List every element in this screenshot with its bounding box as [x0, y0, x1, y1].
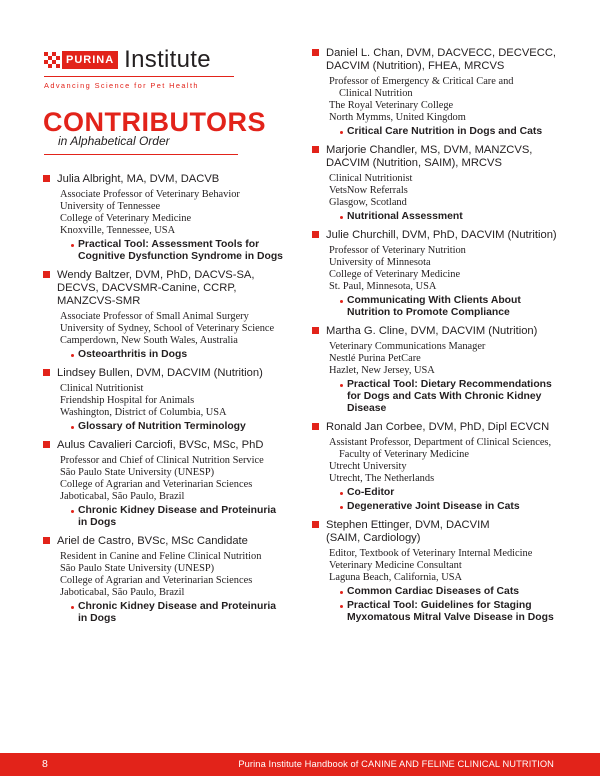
contributor-name — [43, 535, 305, 548]
affiliation-line: Clinical Nutritionist — [60, 383, 144, 394]
affiliation-line: Jaboticabal, São Paulo, Brazil — [60, 491, 185, 502]
chapter-title — [340, 586, 562, 598]
affiliation-line: Camperdown, New South Wales, Australia — [60, 335, 238, 346]
bullet-dot-icon — [340, 131, 343, 134]
chapter-title-line: Nutritional Assessment — [347, 211, 463, 222]
contributor-entry — [43, 173, 305, 263]
affiliation-line: College of Agrarian and Veterinarian Sciences — [60, 575, 253, 586]
contributor-entry — [43, 367, 305, 433]
bullet-dot-icon — [340, 506, 343, 509]
affiliation-line: Veterinary Communications Manager — [329, 341, 486, 352]
affiliation-line: Assistant Professor, Department of Clinical Sciences, — [329, 437, 552, 448]
affiliation-line: College of Veterinary Medicine — [329, 269, 461, 280]
chapter-title-line: for Dogs and Cats With Chronic Kidney — [347, 391, 542, 402]
chapter-title — [340, 600, 562, 624]
bullet-dot-icon — [340, 216, 343, 219]
bullet-square-icon — [312, 423, 319, 430]
contributor-affiliation — [329, 341, 562, 377]
affiliation-line: Hazlet, New Jersey, USA — [329, 365, 435, 376]
contributor-name — [312, 47, 562, 73]
affiliation-line: Friendship Hospital for Animals — [60, 395, 195, 406]
chapter-title — [340, 501, 562, 513]
bullet-square-icon — [312, 231, 319, 238]
chapter-title-line: in Dogs — [78, 517, 117, 528]
contributor-name-line: Daniel L. Chan, DVM, DACVECC, DECVECC, — [326, 47, 557, 59]
contributor-name-line: Stephen Ettinger, DVM, DACVIM — [326, 519, 490, 531]
chapter-title — [340, 295, 562, 319]
contributor-entry — [312, 47, 562, 138]
contributor-name-line: Aulus Cavalieri Carciofi, BVSc, MSc, PhD — [57, 439, 264, 451]
affiliation-line: Jaboticabal, São Paulo, Brazil — [60, 587, 185, 598]
affiliation-line: College of Veterinary Medicine — [60, 213, 192, 224]
purina-institute-logo — [44, 46, 236, 90]
bullet-square-icon — [43, 271, 50, 278]
footer-title: Purina Institute Handbook of CANINE AND FELINE CLINICAL NUTRITION — [238, 759, 554, 769]
contributor-affiliation — [60, 455, 305, 503]
contributor-entry — [312, 421, 562, 513]
chapter-title — [340, 211, 562, 223]
bullet-dot-icon — [340, 605, 343, 608]
chapter-title-line: Disease — [347, 403, 387, 414]
affiliation-line: Knoxville, Tennessee, USA — [60, 225, 176, 236]
chapter-title-line: Co-Editor — [347, 487, 395, 498]
affiliation-line: Washington, District of Columbia, USA — [60, 407, 227, 418]
bullet-square-icon — [312, 521, 319, 528]
contributor-name — [43, 173, 305, 186]
affiliation-line: Associate Professor of Veterinary Behavior — [60, 189, 240, 200]
affiliation-line: VetsNow Referrals — [329, 185, 408, 196]
chapter-title-line: Practical Tool: Dietary Recommendations — [347, 379, 552, 390]
affiliation-line: The Royal Veterinary College — [329, 100, 454, 111]
chapter-title-line: Degenerative Joint Disease in Cats — [347, 501, 520, 512]
bullet-square-icon — [312, 49, 319, 56]
logo-divider — [44, 76, 234, 77]
chapter-title-line: Chronic Kidney Disease and Proteinuria — [78, 601, 277, 612]
contributor-name-line: Lindsey Bullen, DVM, DACVIM (Nutrition) — [57, 367, 263, 379]
chapter-title-line: Practical Tool: Guidelines for Staging — [347, 600, 532, 611]
bullet-dot-icon — [340, 492, 343, 495]
contributors-right-column — [312, 47, 562, 630]
bullet-square-icon — [43, 537, 50, 544]
bullet-dot-icon — [340, 300, 343, 303]
bullet-dot-icon — [71, 244, 74, 247]
affiliation-line: Professor of Veterinary Nutrition — [329, 245, 466, 256]
contributor-entry — [312, 144, 562, 223]
chapter-title — [71, 421, 305, 433]
affiliation-line: Professor of Emergency & Critical Care and — [329, 76, 514, 87]
contributor-name — [312, 229, 562, 242]
bullet-dot-icon — [71, 606, 74, 609]
logo-institute: Institute — [124, 46, 211, 73]
contributor-affiliation — [60, 189, 305, 237]
contributor-name-line: Ariel de Castro, BVSc, MSc Candidate — [57, 535, 248, 547]
affiliation-line: Clinical Nutrition — [339, 88, 413, 99]
bullet-dot-icon — [340, 591, 343, 594]
contributor-name — [312, 325, 562, 338]
contributor-affiliation — [329, 437, 562, 485]
chapter-title-line: Practical Tool: Assessment Tools for — [78, 239, 260, 250]
contributor-affiliation — [60, 551, 305, 599]
page-title: CONTRIBUTORS — [43, 107, 267, 137]
chapter-title — [71, 601, 305, 625]
chapter-title-line: Glossary of Nutrition Terminology — [78, 421, 246, 432]
affiliation-line: Utrecht University — [329, 461, 407, 472]
bullet-square-icon — [312, 327, 319, 334]
chapter-title-line: Chronic Kidney Disease and Proteinuria — [78, 505, 277, 516]
contributor-affiliation — [329, 76, 562, 124]
chapter-title-line: Common Cardiac Diseases of Cats — [347, 586, 520, 597]
contributor-affiliation — [329, 548, 562, 584]
affiliation-line: College of Agrarian and Veterinarian Sciences — [60, 479, 253, 490]
contributor-entry — [312, 325, 562, 415]
contributor-name — [312, 519, 562, 545]
affiliation-line: Professor and Chief of Clinical Nutrition Service — [60, 455, 264, 466]
chapter-title — [71, 505, 305, 529]
affiliation-line: Editor, Textbook of Veterinary Internal Medicine — [329, 548, 533, 559]
bullet-dot-icon — [71, 426, 74, 429]
affiliation-line: Utrecht, The Netherlands — [329, 473, 435, 484]
affiliation-line: Faculty of Veterinary Medicine — [339, 449, 469, 460]
chapter-title — [71, 239, 305, 263]
contributor-name-line: MANZCVS-SMR — [57, 295, 141, 307]
affiliation-line: Laguna Beach, California, USA — [329, 572, 463, 583]
chapter-title-line: in Dogs — [78, 613, 117, 624]
contributor-name-line: Martha G. Cline, DVM, DACVIM (Nutrition) — [326, 325, 538, 337]
page-footer — [0, 753, 600, 776]
affiliation-line: Nestlé Purina PetCare — [329, 353, 421, 364]
contributor-affiliation — [60, 383, 305, 419]
contributor-name — [312, 421, 562, 434]
contributor-name-line: Julia Albright, MA, DVM, DACVB — [57, 173, 220, 185]
contributor-entry — [312, 519, 562, 624]
chapter-title-line: Osteoarthritis in Dogs — [78, 349, 188, 360]
chapter-title — [340, 487, 562, 499]
logo-tagline: Advancing Science for Pet Health — [44, 81, 199, 90]
contributor-name-line: (SAIM, Cardiology) — [326, 532, 421, 544]
contributor-entry — [312, 229, 562, 319]
affiliation-line: Glasgow, Scotland — [329, 197, 407, 208]
bullet-dot-icon — [340, 384, 343, 387]
contributor-affiliation — [60, 311, 305, 347]
affiliation-line: Veterinary Medicine Consultant — [329, 560, 462, 571]
contributor-name — [43, 367, 305, 380]
contributor-entry — [43, 535, 305, 625]
logo-brand: PURINA — [62, 51, 118, 69]
checkerboard-logo-icon — [44, 52, 60, 68]
page-number: 8 — [42, 758, 48, 770]
chapter-title-line: Myxomatous Mitral Valve Disease in Dogs — [347, 612, 554, 623]
affiliation-line: Associate Professor of Small Animal Surgery — [60, 311, 249, 322]
bullet-square-icon — [43, 175, 50, 182]
chapter-title-line: Nutrition to Promote Compliance — [347, 307, 510, 318]
title-divider — [44, 154, 238, 155]
contributor-name-line: DECVS, DACVSMR-Canine, CCRP, — [57, 282, 237, 294]
page-subtitle: in Alphabetical Order — [58, 134, 170, 148]
affiliation-line: University of Minnesota — [329, 257, 431, 268]
contributor-entry — [43, 439, 305, 529]
chapter-title — [340, 126, 562, 138]
contributor-affiliation — [329, 245, 562, 293]
chapter-title-line: Communicating With Clients About — [347, 295, 521, 306]
contributor-entry — [43, 269, 305, 361]
affiliation-line: Resident in Canine and Feline Clinical Nutrition — [60, 551, 262, 562]
contributor-name-line: Marjorie Chandler, MS, DVM, MANZCVS, — [326, 144, 533, 156]
affiliation-line: São Paulo State University (UNESP) — [60, 467, 215, 478]
affiliation-line: University of Sydney, School of Veterinary Science — [60, 323, 275, 334]
contributors-left-column — [43, 173, 305, 631]
contributor-name-line: DACVIM (Nutrition), FHEA, MRCVS — [326, 60, 505, 72]
bullet-square-icon — [312, 146, 319, 153]
chapter-title-line: Cognitive Dysfunction Syndrome in Dogs — [78, 251, 283, 262]
contributor-name-line: Julie Churchill, DVM, PhD, DACVIM (Nutrition) — [326, 229, 557, 241]
chapter-title — [340, 379, 562, 415]
contributor-affiliation — [329, 173, 562, 209]
contributor-name-line: Ronald Jan Corbee, DVM, PhD, Dipl ECVCN — [326, 421, 550, 433]
chapter-title — [71, 349, 305, 361]
bullet-square-icon — [43, 441, 50, 448]
contributor-name — [43, 269, 305, 308]
contributor-name-line: Wendy Baltzer, DVM, PhD, DACVS-SA, — [57, 269, 255, 281]
contributor-name-line: DACVIM (Nutrition, SAIM), MRCVS — [326, 157, 502, 169]
bullet-dot-icon — [71, 510, 74, 513]
affiliation-line: University of Tennessee — [60, 201, 161, 212]
contributor-name — [312, 144, 562, 170]
chapter-title-line: Critical Care Nutrition in Dogs and Cats — [347, 126, 543, 137]
bullet-square-icon — [43, 369, 50, 376]
affiliation-line: Clinical Nutritionist — [329, 173, 413, 184]
affiliation-line: St. Paul, Minnesota, USA — [329, 281, 437, 292]
contributor-name — [43, 439, 305, 452]
affiliation-line: São Paulo State University (UNESP) — [60, 563, 215, 574]
bullet-dot-icon — [71, 354, 74, 357]
affiliation-line: North Mymms, United Kingdom — [329, 112, 466, 123]
